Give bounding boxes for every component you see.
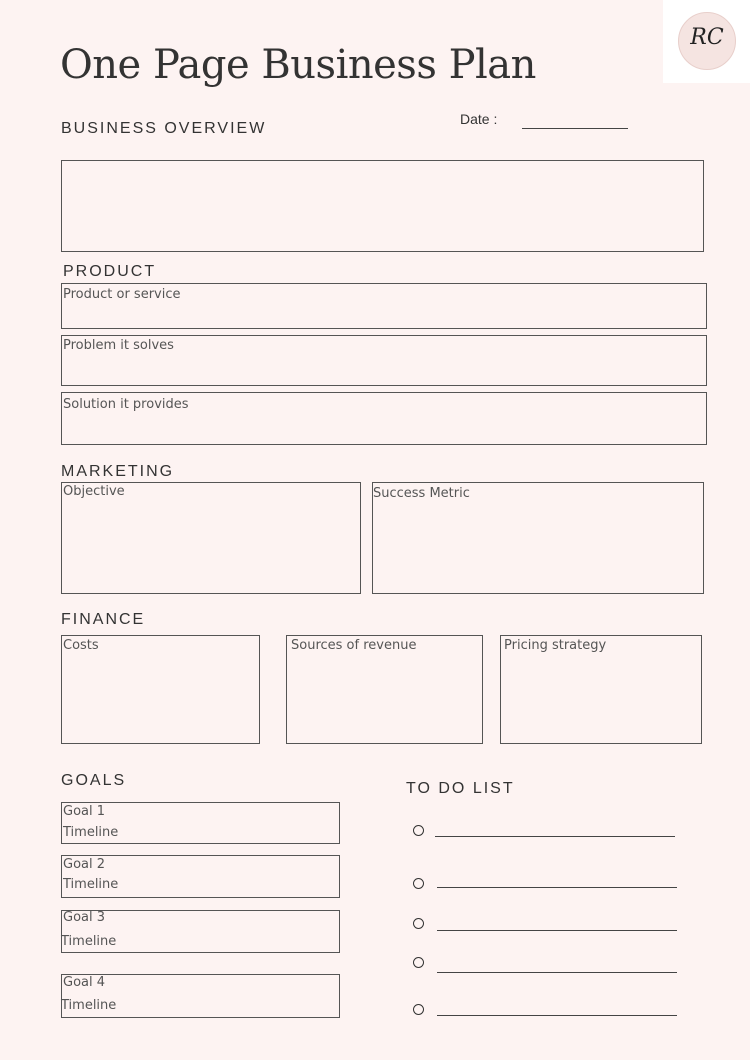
goal-box-4[interactable] bbox=[61, 974, 340, 1018]
business-overview-heading: BUSINESS OVERVIEW bbox=[61, 120, 267, 137]
date-label: Date : bbox=[460, 111, 498, 127]
product-or-service-box[interactable] bbox=[61, 283, 707, 329]
goal-label-3: Goal 3 bbox=[63, 910, 106, 925]
solution-it-provides-box[interactable] bbox=[61, 392, 707, 445]
logo bbox=[663, 0, 750, 83]
timeline-label-4: Timeline bbox=[61, 998, 117, 1013]
todo-line-3[interactable] bbox=[437, 930, 677, 931]
finance-heading: FINANCE bbox=[61, 611, 146, 628]
goal-label-1: Goal 1 bbox=[63, 804, 106, 819]
todo-checkbox-2[interactable] bbox=[413, 878, 424, 889]
todo-line-5[interactable] bbox=[437, 1015, 677, 1016]
problem-it-solves-box[interactable] bbox=[61, 335, 707, 386]
goal-label-4: Goal 4 bbox=[63, 975, 106, 990]
sources-of-revenue-box[interactable] bbox=[286, 635, 483, 744]
marketing-heading: MARKETING bbox=[61, 463, 175, 480]
todo-line-2[interactable] bbox=[437, 887, 677, 888]
todo-line-1[interactable] bbox=[435, 836, 675, 837]
todo-heading: TO DO LIST bbox=[406, 780, 515, 797]
todo-checkbox-3[interactable] bbox=[413, 918, 424, 929]
success-metric-label: Success Metric bbox=[373, 486, 470, 501]
goals-heading: GOALS bbox=[61, 772, 127, 789]
product-or-service-label: Product or service bbox=[63, 287, 181, 302]
date-field[interactable] bbox=[522, 128, 628, 129]
todo-checkbox-4[interactable] bbox=[413, 957, 424, 968]
todo-line-4[interactable] bbox=[437, 972, 677, 973]
logo-monogram: RC bbox=[690, 25, 724, 50]
objective-box[interactable] bbox=[61, 482, 361, 594]
timeline-label-1: Timeline bbox=[63, 825, 119, 840]
goal-box-3[interactable] bbox=[61, 910, 340, 953]
timeline-label-3: Timeline bbox=[61, 934, 117, 949]
logo-badge bbox=[678, 12, 736, 70]
goal-box-1[interactable] bbox=[61, 802, 340, 844]
problem-it-solves-label: Problem it solves bbox=[63, 338, 174, 353]
todo-checkbox-1[interactable] bbox=[413, 825, 424, 836]
business-overview-box[interactable] bbox=[61, 160, 704, 252]
pricing-strategy-box[interactable] bbox=[500, 635, 702, 744]
solution-it-provides-label: Solution it provides bbox=[63, 397, 189, 412]
todo-checkbox-5[interactable] bbox=[413, 1004, 424, 1015]
timeline-label-2: Timeline bbox=[63, 877, 119, 892]
costs-box[interactable] bbox=[61, 635, 260, 744]
page-title: One Page Business Plan bbox=[60, 42, 536, 88]
product-heading: PRODUCT bbox=[63, 263, 157, 280]
sources-of-revenue-label: Sources of revenue bbox=[291, 638, 417, 653]
goal-label-2: Goal 2 bbox=[63, 857, 106, 872]
success-metric-box[interactable] bbox=[372, 482, 704, 594]
pricing-strategy-label: Pricing strategy bbox=[504, 638, 607, 653]
objective-label: Objective bbox=[63, 484, 125, 499]
costs-label: Costs bbox=[63, 638, 99, 653]
goal-box-2[interactable] bbox=[61, 855, 340, 898]
